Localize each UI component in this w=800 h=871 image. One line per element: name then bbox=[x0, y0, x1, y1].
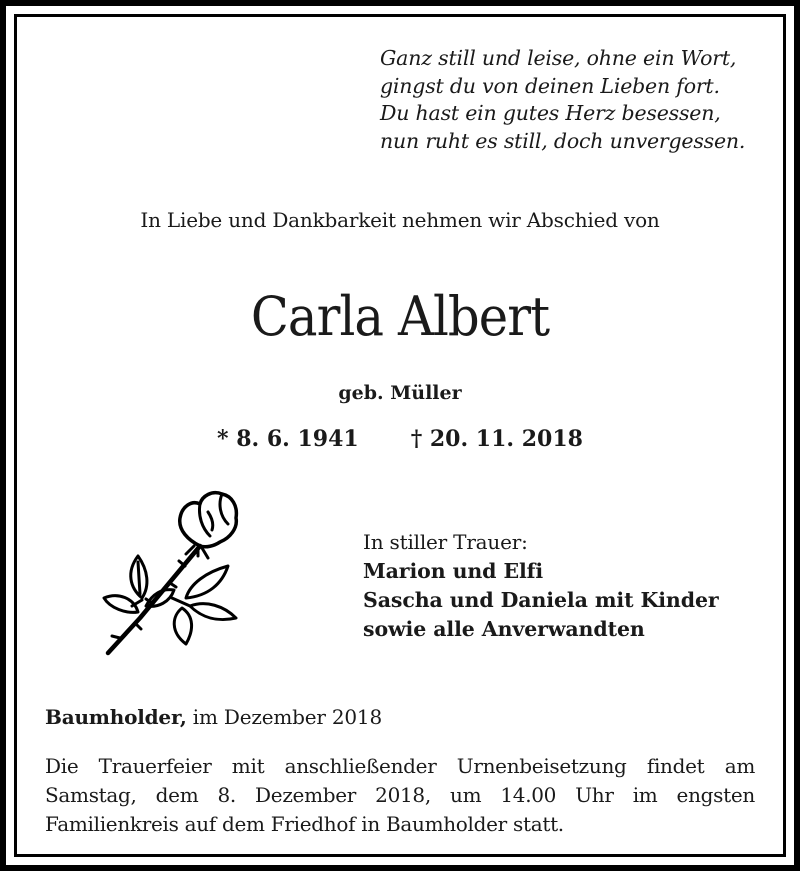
birth-date: * 8. 6. 1941 bbox=[217, 426, 359, 452]
ceremony-notice: Die Trauerfeier mit anschließender Urnenbeisetzung findet am Samstag, dem 8. Dezember 2018, um 14.00 Uhr im engsten Familienkreis auf dem Friedhof in Baumholder statt. bbox=[45, 754, 755, 836]
deceased-name: Carla Albert bbox=[250, 285, 550, 348]
poem-line: nun ruht es still, doch unvergessen. bbox=[380, 128, 746, 153]
maiden-name: geb. Müller bbox=[338, 382, 462, 404]
poem-line: Du hast ein gutes Herz besessen, bbox=[380, 101, 721, 125]
poem-line: Ganz still und leise, ohne ein Wort, bbox=[380, 46, 737, 70]
mourners-block bbox=[363, 527, 719, 644]
mourners-label: In stiller Trauer: bbox=[363, 530, 528, 554]
poem bbox=[380, 45, 745, 155]
notice-date: im Dezember 2018 bbox=[192, 705, 382, 729]
life-dates bbox=[0, 426, 800, 452]
mourner-name: Sascha und Daniela mit Kinder bbox=[363, 588, 719, 612]
mourner-name: sowie alle Anverwandten bbox=[363, 617, 645, 641]
poem-line: gingst du von deinen Lieben fort. bbox=[380, 73, 720, 98]
mourner-name: Marion und Elfi bbox=[363, 559, 544, 583]
place-name: Baumholder, bbox=[45, 705, 187, 729]
rose-icon bbox=[90, 488, 250, 663]
death-date: † 20. 11. 2018 bbox=[410, 426, 583, 452]
place-date bbox=[45, 705, 382, 729]
intro-text: In Liebe und Dankbarkeit nehmen wir Abschied von bbox=[140, 208, 660, 232]
